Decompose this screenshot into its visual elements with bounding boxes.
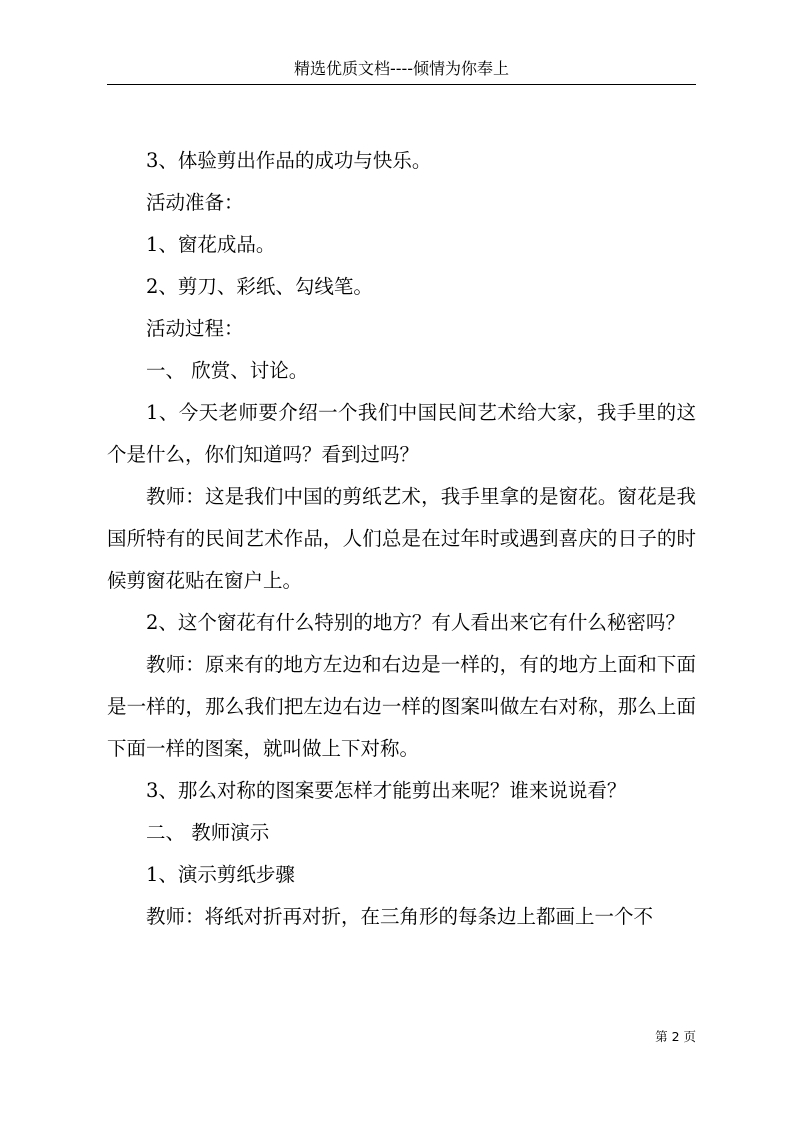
paragraph: 1、今天老师要介绍一个我们中国民间艺术给大家，我手里的这个是什么，你们知道吗？看到过吗？ xyxy=(107,401,696,466)
page-number: 第 2 页 xyxy=(655,1029,696,1044)
paragraph: 2、这个窗花有什么特别的地方？有人看出来它有什么秘密吗？ xyxy=(146,611,685,634)
section-heading: 一、 欣赏、讨论。 xyxy=(146,359,309,382)
paragraph: 教师：这是我们中国的剪纸艺术，我手里拿的是窗花。窗花是我国所特有的民间艺术作品，人们总是在过年时或遇到喜庆的日子的时候剪窗花贴在窗户上。 xyxy=(107,485,696,592)
paragraph: 3、体验剪出作品的成功与快乐。 xyxy=(146,149,432,172)
document-body xyxy=(107,140,696,938)
paragraph: 教师：将纸对折再对折，在三角形的每条边上都画上一个不 xyxy=(146,905,654,928)
page-footer xyxy=(655,1028,696,1046)
paragraph: 活动准备： xyxy=(146,191,244,214)
page-header xyxy=(107,58,696,85)
paragraph: 1、演示剪纸步骤 xyxy=(146,863,295,886)
paragraph: 2、剪刀、彩纸、勾线笔。 xyxy=(146,275,373,298)
paragraph: 活动过程： xyxy=(146,317,244,340)
paragraph: 1、窗花成品。 xyxy=(146,233,276,256)
paragraph: 教师：原来有的地方左边和右边是一样的，有的地方上面和下面是一样的，那么我们把左边右边一样的图案叫做左右对称，那么上面下面一样的图案，就叫做上下对称。 xyxy=(107,653,696,760)
section-heading: 二、 教师演示 xyxy=(146,821,270,844)
paragraph: 3、那么对称的图案要怎样才能剪出来呢？谁来说说看？ xyxy=(146,779,627,802)
header-title: 精选优质文档----倾情为你奉上 xyxy=(293,59,510,78)
